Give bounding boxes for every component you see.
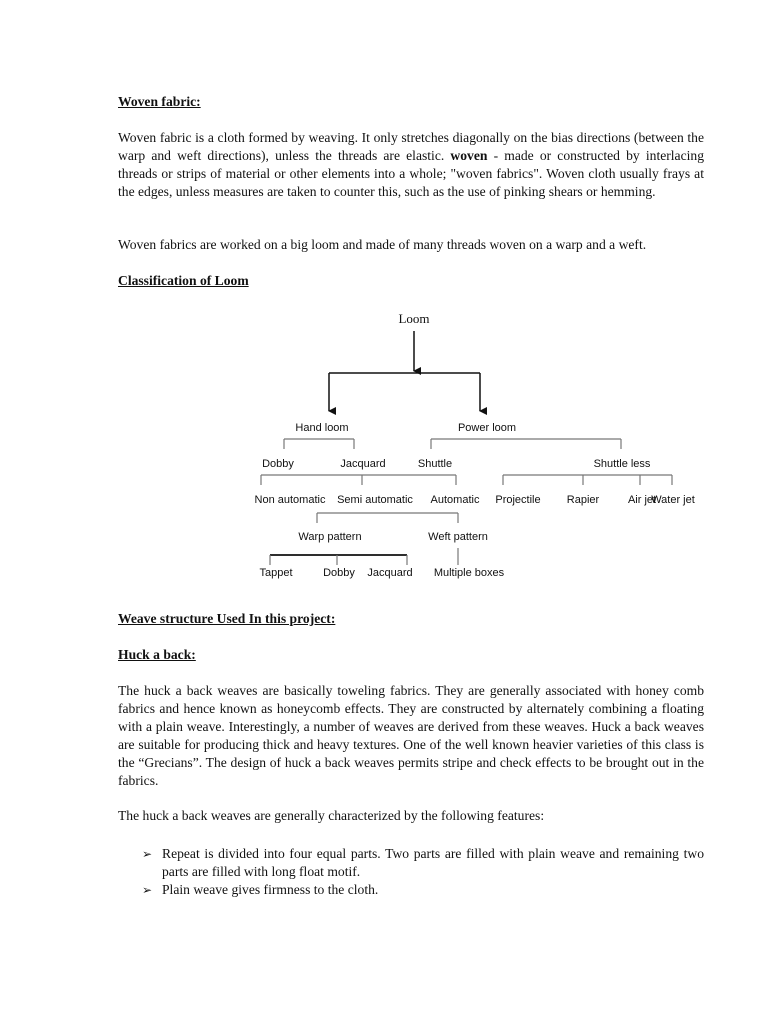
node-projectile: Projectile	[495, 494, 541, 506]
node-dobby: Dobby	[262, 458, 294, 470]
node-semi-automatic: Semi automatic	[337, 494, 413, 506]
list-item-text: Repeat is divided into four equal parts. Two parts are filled with plain weave and remaining two parts are filled with long float motif.	[162, 846, 704, 879]
node-loom: Loom	[398, 311, 430, 326]
bullet-arrow-icon: ➢	[142, 883, 153, 897]
paragraph-huck-a-back: The huck a back weaves are basically toweling fabrics. They are generally associated with honey comb fabrics and hence known as honeycomb effects. They are constructed by alternately combining a floating with a plain weave. Interestingly, a number of weaves are derived from these weaves. Huck a back weaves are suitable for producing thick and heavy textures. One of the well known heavier varieties of this class is the “Grecians”. The design of huck a back weaves permits stripe and check effects to be brought out in the fabrics.	[118, 683, 704, 788]
node-weft-pattern: Weft pattern	[428, 531, 488, 543]
node-rapier: Rapier	[566, 494, 600, 506]
feature-list	[142, 845, 704, 899]
node-water-jet: Water jet	[651, 494, 695, 506]
heading-classification-of-loom: Classification of Loom	[118, 273, 249, 288]
para-text-a: Woven fabric is a cloth formed by weaving. It only stretches diagonally on the bias directions (between the warp and weft directions), unless the threads are elastic.	[118, 130, 704, 163]
node-shuttle: Shuttle	[417, 458, 453, 470]
heading-weave-structure: Weave structure Used In this project:	[118, 611, 336, 626]
para-bold-woven: woven	[450, 148, 488, 163]
heading-woven-fabric: Woven fabric:	[118, 94, 201, 109]
node-warp-pattern: Warp pattern	[298, 531, 362, 543]
node-air-jet: Air jet	[627, 494, 657, 506]
node-non-automatic: Non automatic	[254, 494, 326, 506]
node-dobby-2: Dobby	[323, 567, 355, 579]
list-item-text: Plain weave gives firmness to the cloth.	[162, 882, 379, 897]
paragraph-features-intro: The huck a back weaves are generally characterized by the following features:	[118, 808, 545, 823]
node-multiple-boxes: Multiple boxes	[433, 567, 505, 579]
node-automatic: Automatic	[430, 494, 480, 506]
list-item	[142, 845, 704, 881]
node-hand-loom: Hand loom	[295, 422, 349, 434]
node-jacquard: Jacquard	[340, 458, 386, 470]
node-shuttle-less: Shuttle less	[593, 458, 651, 470]
list-item	[142, 881, 704, 899]
node-tappet: Tappet	[259, 567, 293, 579]
paragraph-woven-definition	[118, 129, 704, 201]
bullet-arrow-icon: ➢	[142, 847, 153, 861]
para-text-b: - made or constructed by interlacing threads or strips of material or other elements into a whole; "woven fabrics". Woven cloth usually frays at the edges, unless measures are taken to counter this, such as the use of pinking shears or hemming.	[118, 148, 704, 199]
loom-classification-diagram	[118, 303, 704, 603]
node-power-loom: Power loom	[457, 422, 517, 434]
node-jacquard-2: Jacquard	[367, 567, 413, 579]
paragraph-woven-loom: Woven fabrics are worked on a big loom and made of many threads woven on a warp and a weft.	[118, 237, 647, 252]
heading-huck-a-back: Huck a back:	[118, 647, 196, 662]
